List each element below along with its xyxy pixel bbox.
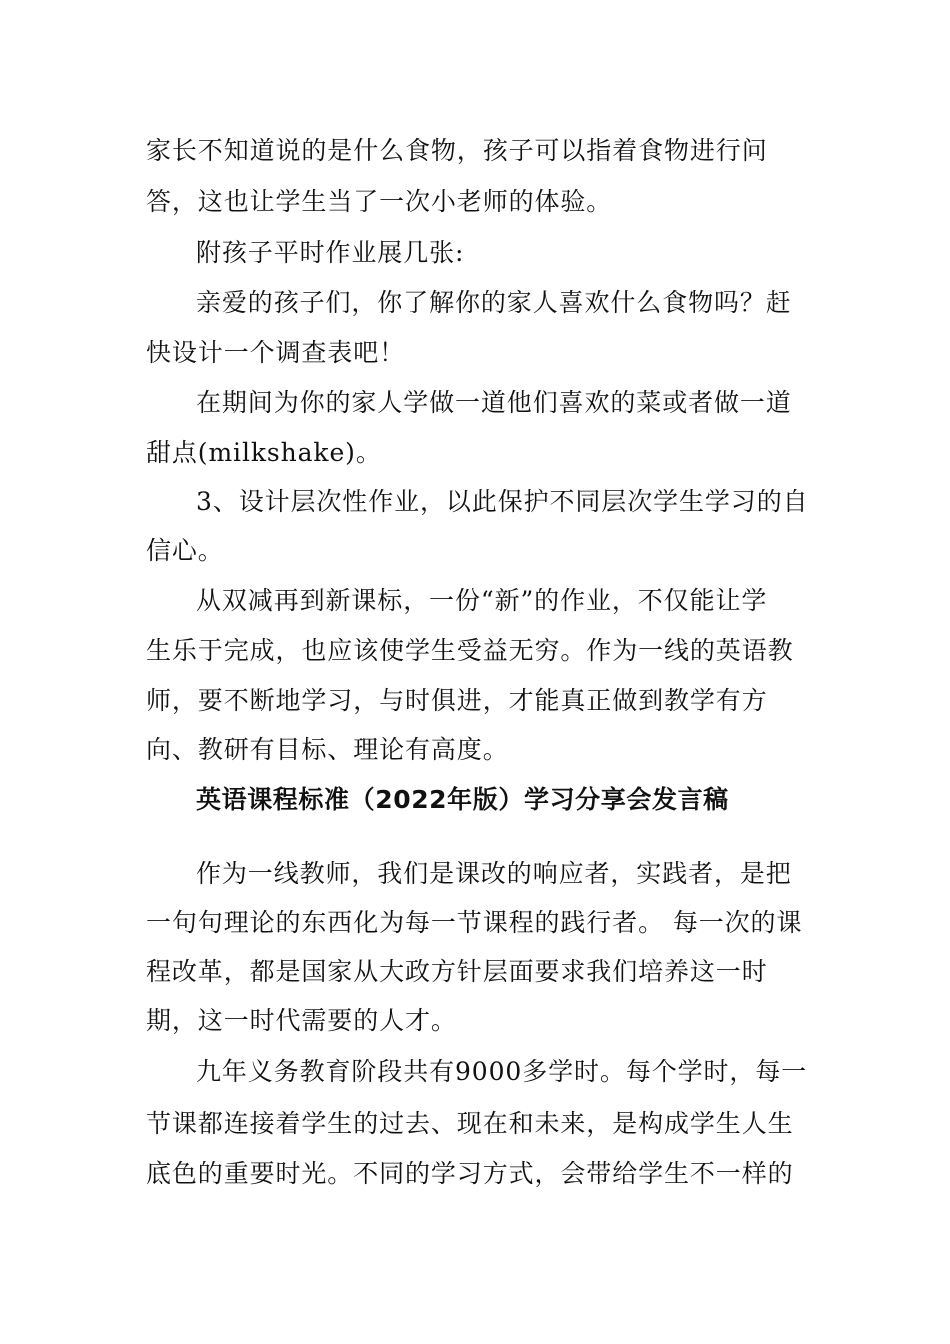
text-line: 从双减再到新课标，一份“新”的作业，不仅能让学 — [196, 586, 768, 615]
text-line: 底色的重要时光。不同的学习方式，会带给学生不一样的 — [146, 1159, 794, 1188]
text-line: 家长不知道说的是什么食物，孩子可以指着食物进行问 — [146, 136, 768, 165]
section-heading: 英语课程标准（2022年版）学习分享会发言稿 — [196, 785, 729, 814]
text-line: 程改革，都是国家从大政方针层面要求我们培养这一时 — [146, 957, 768, 986]
text-line: 向、教研有目标、理论有高度。 — [146, 735, 509, 764]
text-line: 一句句理论的东西化为每一节课程的践行者。 每一次的课 — [146, 908, 803, 937]
text-line: 亲爱的孩子们，你了解你的家人喜欢什么食物吗？赶 — [196, 288, 792, 317]
text-line: 生乐于完成，也应该使学生受益无穷。作为一线的英语教 — [146, 636, 794, 665]
text-line: 信心。 — [146, 536, 224, 565]
text-line: 师，要不断地学习，与时俱进，才能真正做到教学有方 — [146, 686, 768, 715]
text-line: 甜点(milkshake)。 — [146, 438, 382, 467]
text-line: 节课都连接着学生的过去、现在和未来，是构成学生人生 — [146, 1109, 794, 1138]
text-line: 期，这一时代需要的人才。 — [146, 1006, 457, 1035]
text-line: 作为一线教师，我们是课改的响应者，实践者，是把 — [196, 859, 792, 888]
text-line: 快设计一个调查表吧！ — [146, 338, 406, 367]
text-line: 在期间为你的家人学做一道他们喜欢的菜或者做一道 — [196, 388, 792, 417]
text-line: 答，这也让学生当了一次小老师的体验。 — [146, 187, 613, 216]
text-line: 九年义务教育阶段共有9000多学时。每个学时，每一 — [196, 1057, 808, 1086]
text-line: 附孩子平时作业展几张: — [196, 238, 465, 267]
text-line: 3、设计层次性作业，以此保护不同层次学生学习的自 — [196, 487, 809, 516]
